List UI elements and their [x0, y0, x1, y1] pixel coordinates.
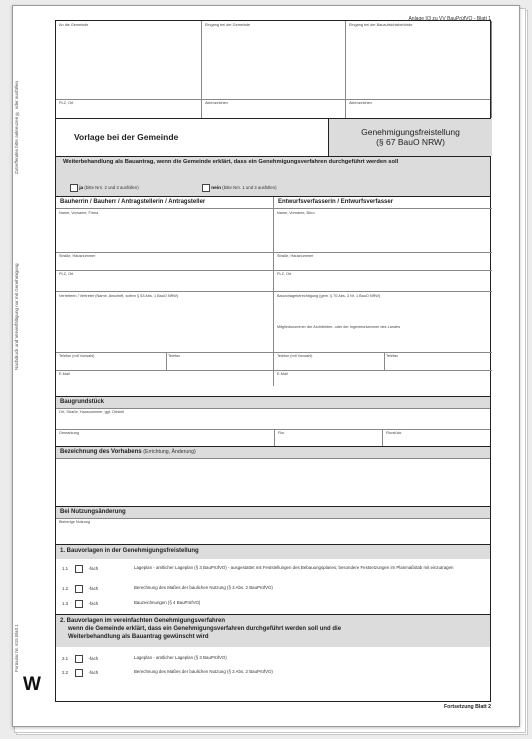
section1-heading: 1. Bauvorlagen in der Genehmigungsfreistellung	[60, 548, 199, 554]
weiterbehandlung-section	[56, 156, 490, 196]
bauherr-strasse-field[interactable]: Straße, Hausnummer	[59, 254, 96, 258]
entwurf-column	[274, 197, 492, 386]
checkbox-item[interactable]	[75, 565, 83, 573]
entwurf-telefon-field[interactable]: Telefon (mit Vorwahl)	[277, 354, 313, 358]
bauherr-plz-field[interactable]: PLZ, Ort	[59, 272, 74, 276]
grundstueck-heading: Baugrundstück	[60, 399, 105, 405]
gemeinde-field[interactable]: An die Gemeinde PLZ, Ort	[56, 21, 202, 118]
recipient-block	[56, 21, 490, 118]
vorhaben-section	[56, 446, 490, 506]
checkbox-item[interactable]	[75, 669, 83, 677]
checkbox-item[interactable]	[75, 655, 83, 663]
title-box	[328, 119, 492, 156]
checkbox-ja[interactable]	[70, 184, 78, 192]
bauherr-telefax-field[interactable]: Telefax	[168, 354, 181, 358]
section1-item[interactable]: 1.2 -fach Berechnung des Maßes der baulichen Nutzung (§ 3 Abs. 2 BauPrüfVO)	[62, 585, 273, 592]
entwurf-heading: Entwurfsverfasserin / Entwurfsverfasser	[278, 199, 394, 205]
entwurf-email-field[interactable]: E-Mail	[277, 372, 288, 376]
bisherige-nutzung-field[interactable]: Bisherige Nutzung	[59, 520, 91, 524]
continuation-note: Fortsetzung Blatt 2	[444, 704, 491, 710]
form-reference: Anlage I/3 zu VV BauPrüfVO - Blatt 1	[408, 16, 491, 22]
flur-field[interactable]: Flur	[278, 431, 285, 435]
entwurf-mitglied-field[interactable]: Mitgliedsnummer der Architekten- oder der Ingenieurkammer des Landes	[277, 325, 401, 329]
checkbox-nein[interactable]	[202, 184, 210, 192]
side-note-top: Zutreffendes bitte ankreuzen ☒ oder ausfüllen	[14, 81, 19, 174]
section2-heading: 2. Bauvorlagen im vereinfachten Genehmigungsverfahren wenn die Gemeinde erklärt, dass ein Genehmigungsverfahren durchgeführt werden soll und die Weiterbehandlung als Bauantrag gewünscht wird	[60, 618, 342, 640]
bauherr-heading: Bauherrin / Bauherr / Antragstellerin / Antragsteller	[60, 199, 206, 205]
entwurf-plz-field[interactable]: PLZ, Ort	[277, 272, 292, 276]
weiterbehandlung-text: Weiterbehandlung als Bauantrag, wenn die Gemeinde erklärt, dass ein Genehmigungsverfahren durchgeführt werden soll	[63, 159, 399, 165]
option-nein[interactable]: nein (bitte Nrn. 1 und 3 ausfüllen)	[202, 184, 277, 192]
section1	[56, 544, 490, 614]
section1-item[interactable]: 1.3 -fach Bauzeichnungen (§ 4 BauPrüfVO)	[62, 600, 201, 607]
bauherr-column	[56, 197, 274, 386]
publisher-logo: W	[23, 674, 41, 695]
gemarkung-field[interactable]: Gemarkung	[59, 431, 79, 435]
bauherr-name-field[interactable]: Name, Vorname, Firma	[59, 211, 99, 215]
grundstueck-ort-field[interactable]: Ort, Straße, Hausnummer, ggf. Ortsteil	[59, 410, 124, 414]
entwurf-strasse-field[interactable]: Straße, Hausnummer	[277, 254, 314, 258]
entwurf-bauvorlage-field[interactable]: Bauvorlageberechtigung (gem. § 70 Abs. 3 Nr. 1 BauO NRW)	[277, 294, 381, 298]
nutzung-section	[56, 506, 490, 544]
bauherr-vertreter-field[interactable]: Vertreterin / Vertreter (Name, Anschrift, sofern § 53 Abs. 1 BauO NRW)	[59, 294, 179, 298]
checkbox-item[interactable]	[75, 600, 83, 608]
checkbox-item[interactable]	[75, 585, 83, 593]
section1-item[interactable]: 1.1 -fach Lageplan - amtlicher Lageplan (§ 3 BauPrüfVO) - ausgestattet mit Feststellungen des Bebauungsplanes; besondere Festsetzungen im Planmaßstab mit einzutragen	[62, 565, 454, 572]
title-paragraph: (§ 67 BauO NRW)	[376, 137, 445, 148]
option-ja[interactable]: ja (bitte Nrn. 2 und 3 ausfüllen)	[70, 184, 139, 192]
bauherr-telefon-field[interactable]: Telefon (mit Vorwahl)	[59, 354, 95, 358]
section2	[56, 614, 490, 703]
grundstueck-section	[56, 396, 490, 446]
title-vorlage: Vorlage bei der Gemeinde	[74, 132, 179, 142]
section2-item[interactable]: 2.1 -fach Lageplan - amtlicher Lageplan (§ 3 BauPrüfVO)	[62, 655, 227, 662]
section2-item[interactable]: 2.2 -fach Berechnung des Maßes der baulichen Nutzung (§ 3 Abs. 2 BauPrüfVO)	[62, 669, 273, 676]
side-note-bottom: Formular Nr. 615 Blatt 1	[14, 624, 19, 672]
nutzung-heading: Bei Nutzungsänderung	[60, 509, 126, 515]
eingang-gemeinde-field[interactable]: Eingang bei der Gemeinde Aktenzeichen	[202, 21, 346, 118]
title-band	[56, 118, 490, 156]
vorhaben-field[interactable]	[56, 458, 490, 507]
title-genehmigungsfreistellung: Genehmigungsfreistellung	[361, 127, 460, 137]
bauherr-email-field[interactable]: E-Mail	[59, 372, 70, 376]
side-note-mid: Nachdruck und Vervielfältigung nur mit Genehmigung	[14, 263, 19, 370]
application-form	[55, 20, 491, 702]
parties-section	[56, 196, 490, 386]
entwurf-name-field[interactable]: Name, Vorname, Büro	[277, 211, 315, 215]
entwurf-telefax-field[interactable]: Telefax	[386, 354, 399, 358]
flurstueck-field[interactable]: Flurstück	[386, 431, 402, 435]
eingang-bauaufsicht-field[interactable]: Eingang bei der Bauaufsichtsbehörde Aktenzeichen	[346, 21, 492, 118]
vorhaben-heading: Bezeichnung des Vorhabens (Errichtung, Änderung)	[60, 449, 196, 455]
